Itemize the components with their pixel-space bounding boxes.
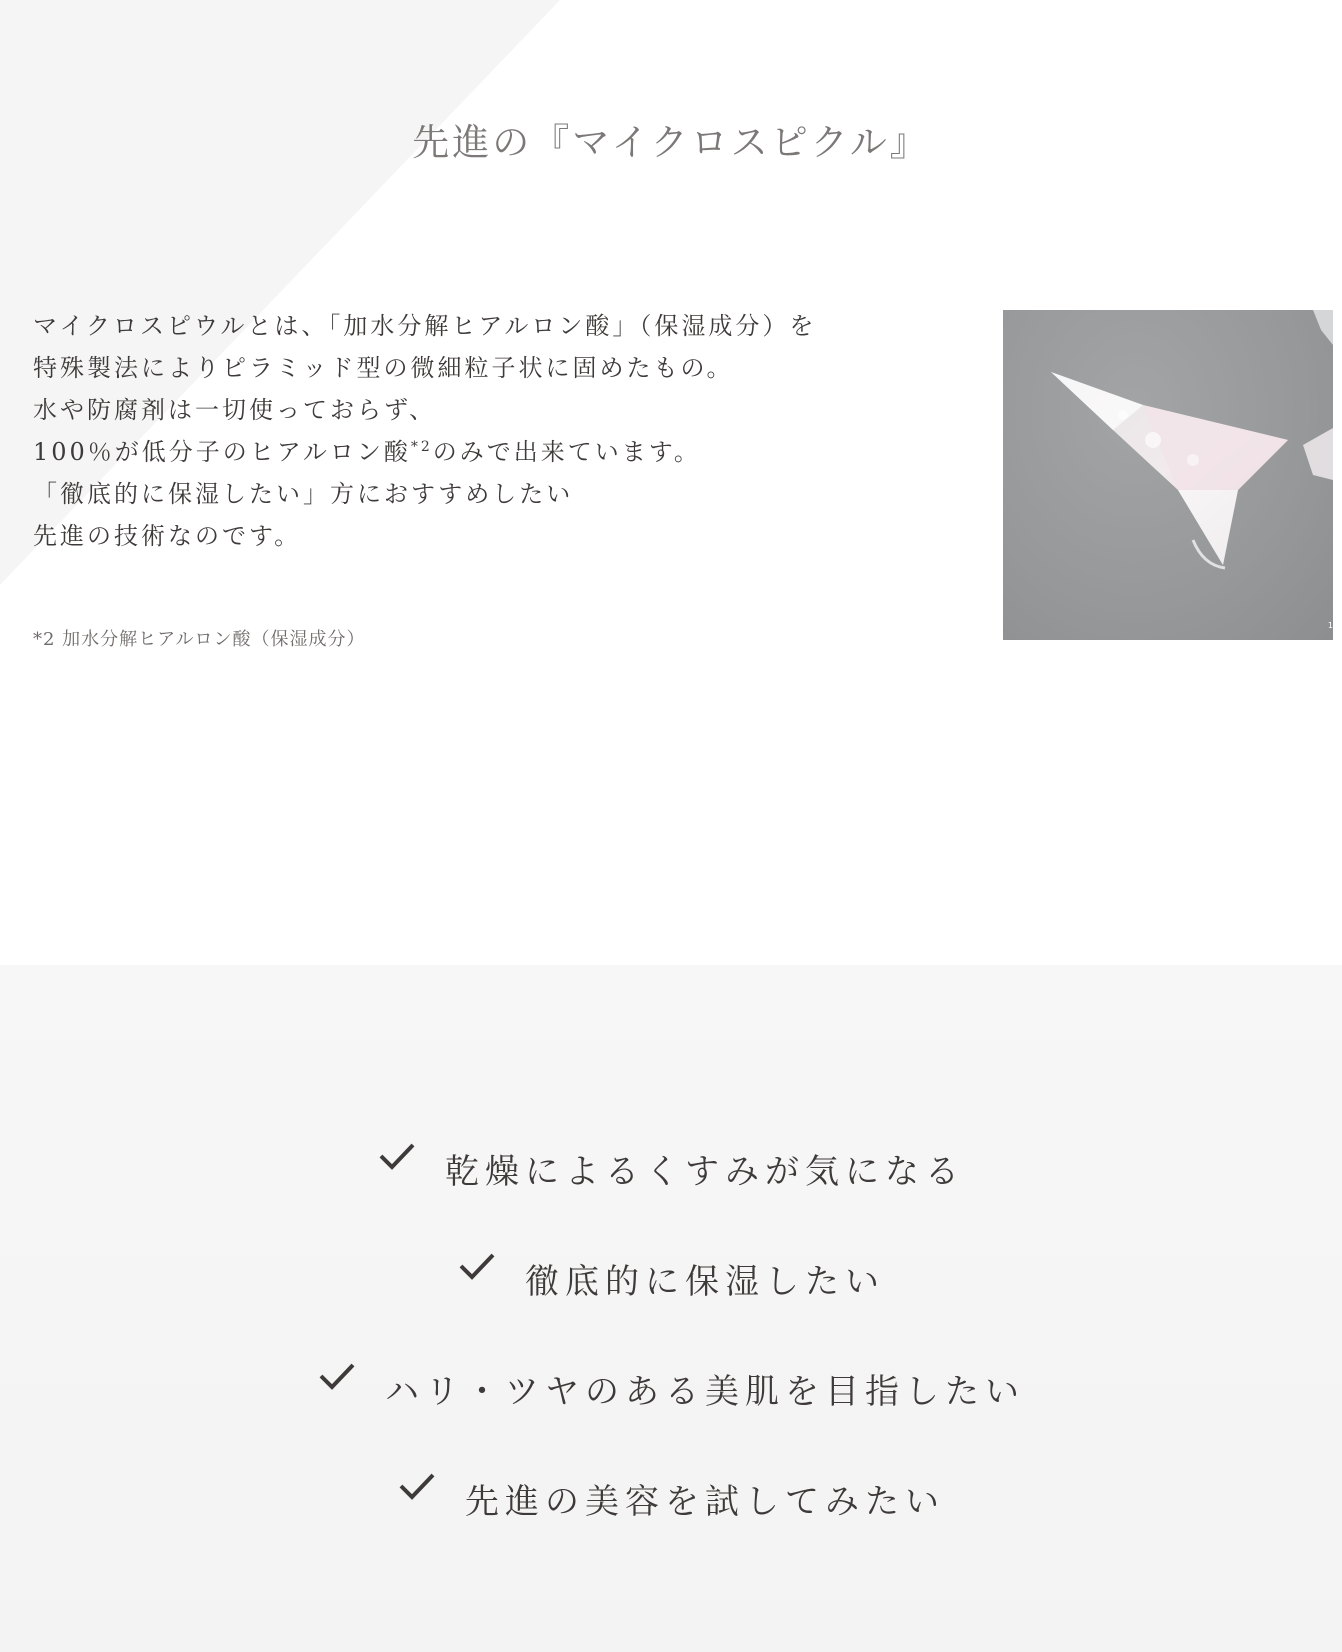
benefit-label: 乾燥によるくすみが気になる bbox=[445, 1152, 965, 1192]
benefit-item bbox=[0, 1152, 1342, 1192]
check-icon bbox=[457, 1250, 497, 1282]
description-line: 特殊製法によりピラミッド型の微細粒子状に固めたもの。 bbox=[33, 354, 734, 382]
benefit-label: 先進の美容を試してみたい bbox=[465, 1482, 945, 1522]
description-line bbox=[33, 431, 913, 473]
check-icon bbox=[397, 1470, 437, 1502]
benefit-item bbox=[0, 1482, 1342, 1522]
crystal-icon bbox=[1003, 310, 1333, 640]
description-line: 「徹底的に保湿したい」方におすすめしたい bbox=[33, 480, 574, 508]
description-line-part: のみで出来ています。 bbox=[432, 438, 701, 466]
benefits-section bbox=[0, 965, 1342, 1652]
benefit-item bbox=[0, 1262, 1342, 1302]
benefit-item bbox=[0, 1372, 1342, 1412]
description-line: 水や防腐剤は一切使っておらず、 bbox=[33, 396, 437, 424]
footnote: *2 加水分解ヒアルロン酸（保湿成分） bbox=[33, 629, 366, 650]
description-text bbox=[33, 305, 913, 557]
benefit-label: ハリ・ツヤのある美肌を目指したい bbox=[385, 1372, 1025, 1412]
description-line: マイクロスピウルとは、「加水分解ヒアルロン酸」（保湿成分）を bbox=[33, 312, 817, 340]
section-title: 先進の『マイクロスピクル』 bbox=[412, 121, 930, 164]
check-icon bbox=[377, 1140, 417, 1172]
description-line: 先進の技術なのです。 bbox=[33, 522, 302, 550]
benefit-label: 徹底的に保湿したい bbox=[525, 1262, 885, 1302]
check-icon bbox=[317, 1360, 357, 1392]
scale-label: 1 bbox=[1327, 621, 1333, 630]
microspicule-photo bbox=[1003, 310, 1333, 640]
footnote-marker: *2 bbox=[410, 439, 433, 455]
description-line-part: 100％が低分子のヒアルロン酸 bbox=[33, 438, 411, 466]
